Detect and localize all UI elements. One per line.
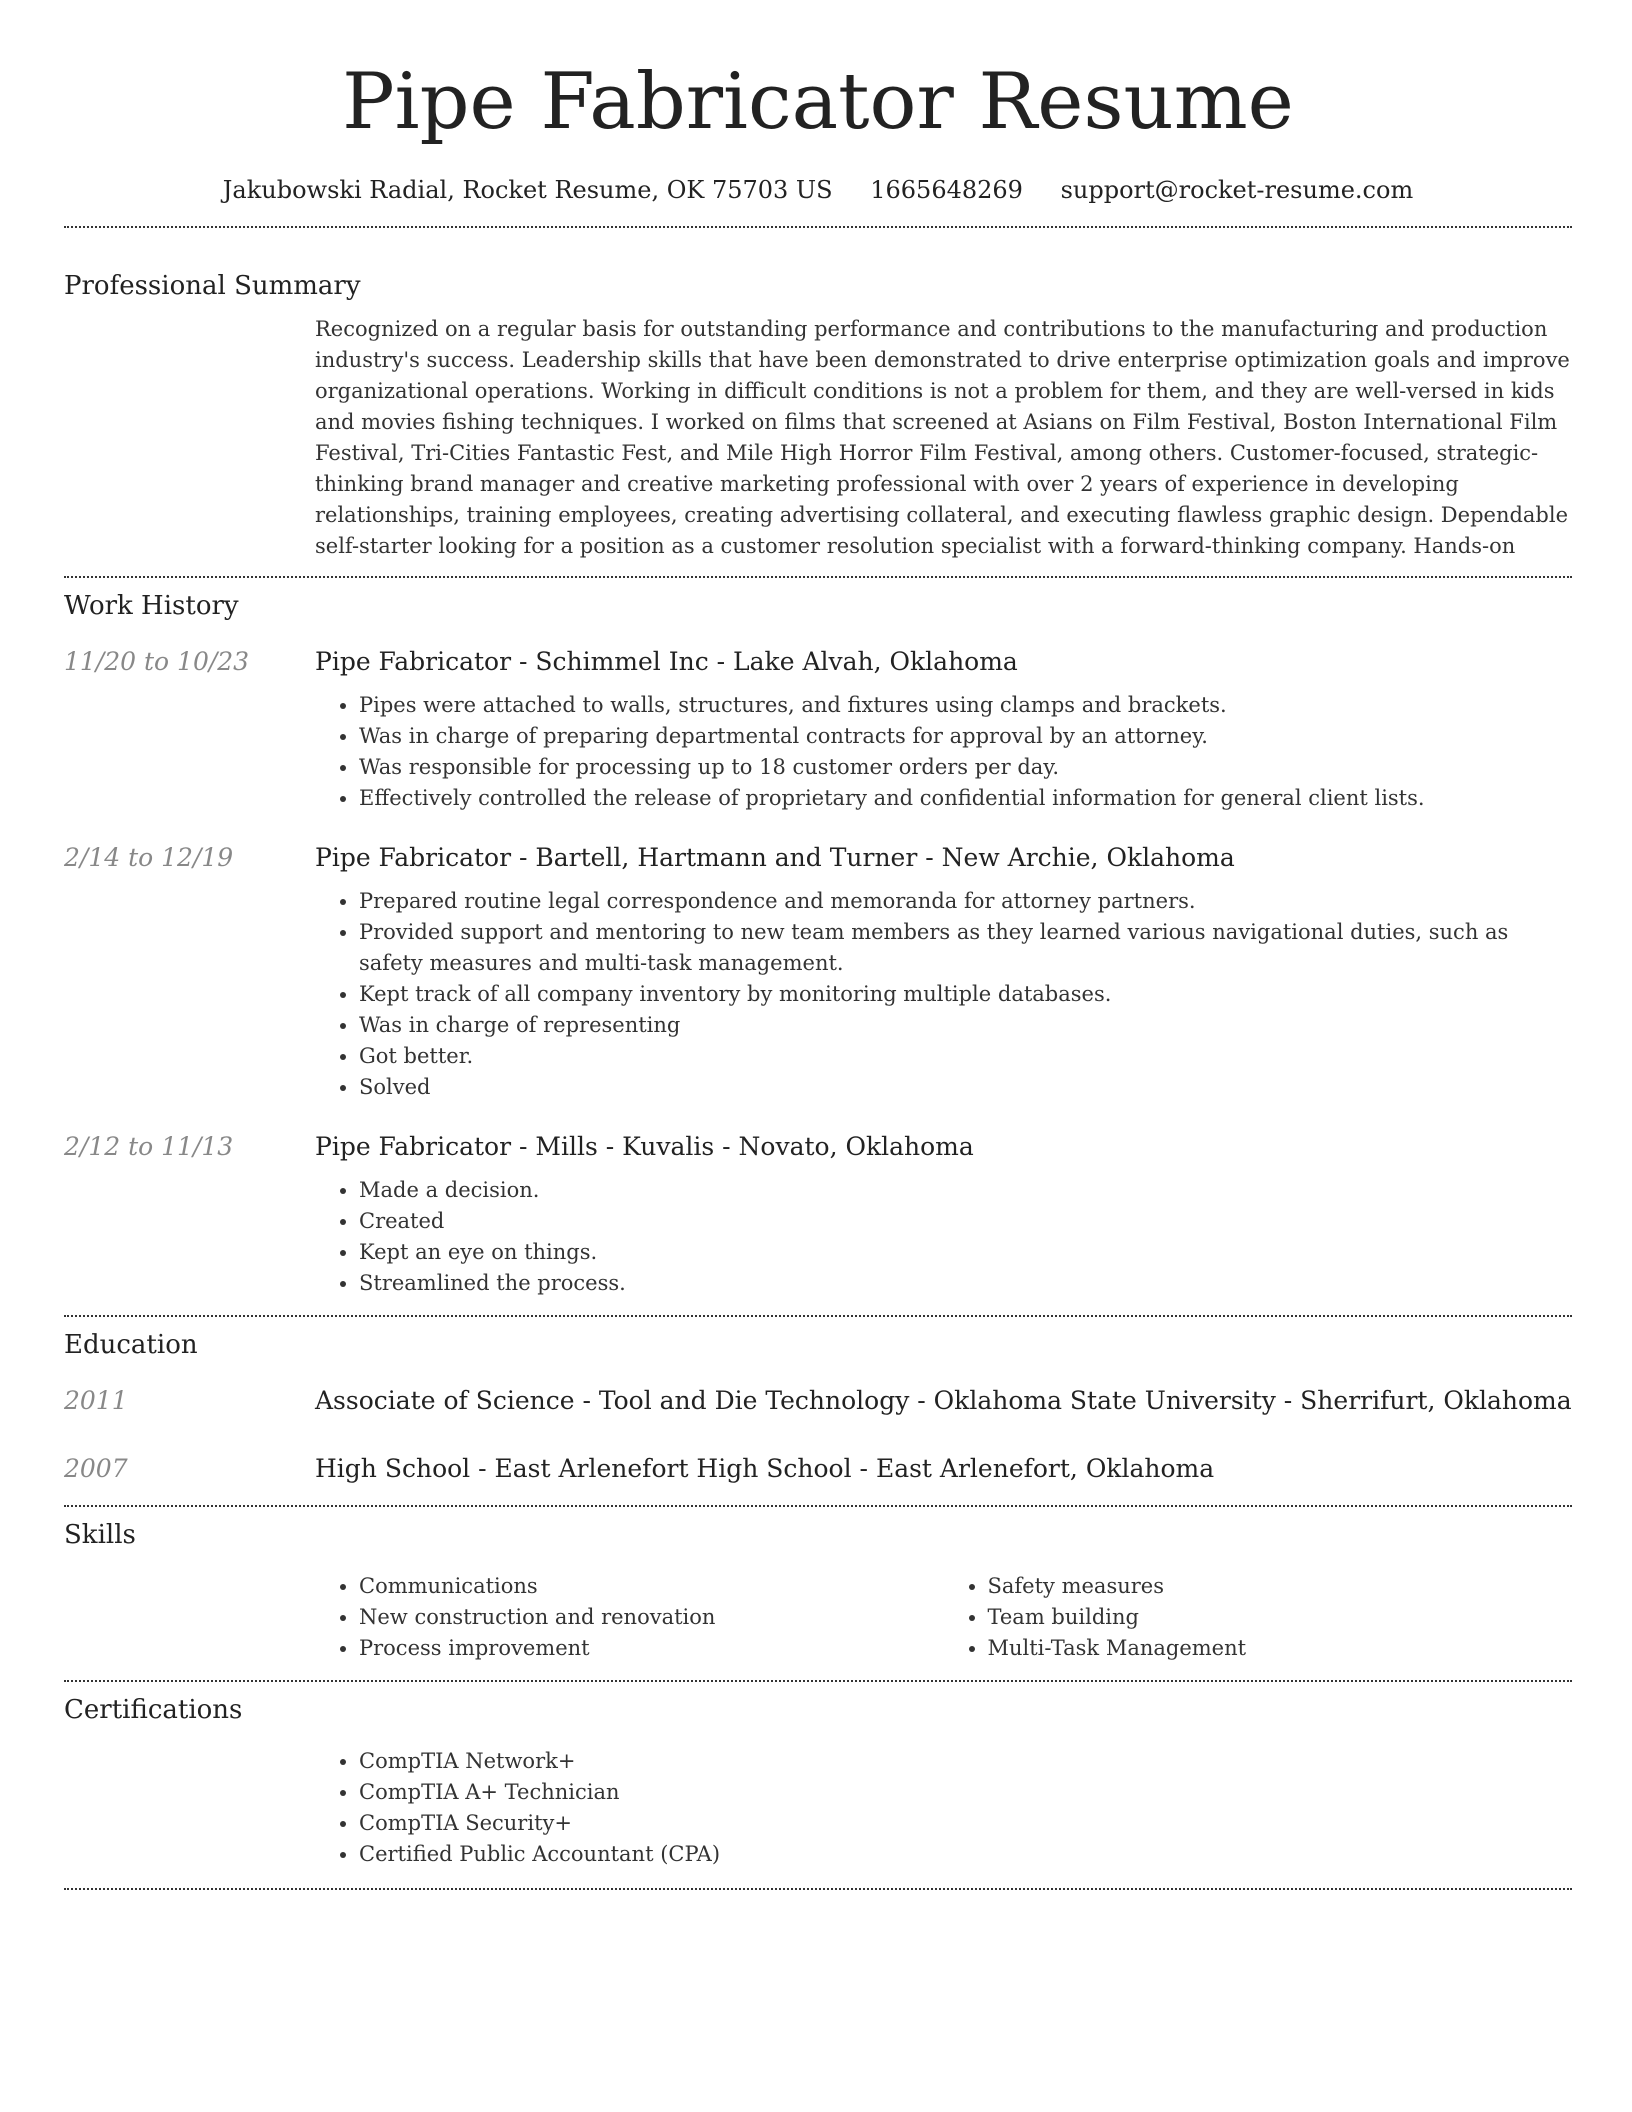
contact-email: support@rocket-resume.com bbox=[1060, 176, 1414, 204]
list-item: • Was responsible for processing up to 18 customer orders per day. bbox=[359, 752, 1572, 783]
job-header: Pipe Fabricator - Schimmel Inc - Lake Alvah, Oklahoma bbox=[315, 647, 1018, 676]
list-item: • Certified Public Accountant (CPA) bbox=[359, 1839, 1572, 1870]
education-entry bbox=[64, 1449, 1572, 1489]
divider bbox=[64, 1888, 1572, 1890]
divider bbox=[64, 1315, 1572, 1317]
list-item: • CompTIA Security+ bbox=[359, 1808, 1572, 1839]
job-entry bbox=[64, 642, 1572, 682]
job-dates: 2/14 to 12/19 bbox=[64, 843, 234, 872]
list-item: • Team building bbox=[988, 1602, 1573, 1633]
list-item: • Process improvement bbox=[359, 1633, 944, 1664]
list-item: • Effectively controlled the release of proprietary and confidential information for general client lists. bbox=[359, 783, 1572, 814]
certifications-heading: Certifications bbox=[64, 1695, 243, 1725]
list-item: • Solved bbox=[359, 1072, 1572, 1103]
resume-title: Pipe Fabricator Resume bbox=[342, 57, 1294, 147]
summary-heading: Professional Summary bbox=[64, 271, 361, 301]
divider bbox=[64, 576, 1572, 578]
list-item: • Created bbox=[359, 1206, 1572, 1237]
divider bbox=[64, 1680, 1572, 1682]
job-header: Pipe Fabricator - Bartell, Hartmann and Turner - New Archie, Oklahoma bbox=[315, 843, 1235, 872]
job-bullets bbox=[315, 1175, 1572, 1299]
list-item: • Streamlined the process. bbox=[359, 1268, 1572, 1299]
education-detail: Associate of Science - Tool and Die Technology - Oklahoma State University - Sherrifurt, Oklahoma bbox=[315, 1386, 1572, 1415]
skills-left-list bbox=[315, 1571, 944, 1664]
education-entry bbox=[64, 1381, 1572, 1421]
skills-heading: Skills bbox=[64, 1520, 136, 1550]
list-item: • New construction and renovation bbox=[359, 1602, 944, 1633]
list-item: • Multi-Task Management bbox=[988, 1633, 1573, 1664]
job-bullets bbox=[315, 886, 1572, 1103]
contact-address: Jakubowski Radial, Rocket Resume, OK 75703 US bbox=[222, 176, 833, 204]
work-heading: Work History bbox=[64, 591, 239, 621]
list-item: • Was in charge of preparing departmental contracts for approval by an attorney. bbox=[359, 721, 1572, 752]
job-header: Pipe Fabricator - Mills - Kuvalis - Novato, Oklahoma bbox=[315, 1132, 974, 1161]
skills-columns bbox=[315, 1571, 1572, 1664]
resume-page bbox=[64, 0, 1572, 1890]
education-heading: Education bbox=[64, 1330, 198, 1360]
list-item: • Communications bbox=[359, 1571, 944, 1602]
contact-line bbox=[64, 172, 1572, 208]
education-year: 2011 bbox=[64, 1386, 128, 1415]
list-item: • Kept track of all company inventory by monitoring multiple databases. bbox=[359, 979, 1572, 1010]
job-entry bbox=[64, 1127, 1572, 1167]
divider bbox=[64, 1505, 1572, 1507]
education-year: 2007 bbox=[64, 1454, 128, 1483]
job-dates: 2/12 to 11/13 bbox=[64, 1132, 234, 1161]
list-item: • Kept an eye on things. bbox=[359, 1237, 1572, 1268]
list-item: • Was in charge of representing bbox=[359, 1010, 1572, 1041]
job-bullets bbox=[315, 690, 1572, 814]
job-dates: 11/20 to 10/23 bbox=[64, 647, 250, 676]
list-item: • CompTIA A+ Technician bbox=[359, 1777, 1572, 1808]
summary-text: Recognized on a regular basis for outstanding performance and contributions to the manufacturing and production industry's success. Leadership skills that have been demonstrated to drive enterprise optimization goals and improve organizational operations. Working in difficult conditions is not a problem for them, and they are well-versed in kids and movies fishing techniques. I worked on films that screened at Asians on Film Festival, Boston International Film Festival, Tri-Cities Fantastic Fest, and Mile High Horror Film Festival, among others. Customer-focused, strategic-thinking brand manager and creative marketing professional with over 2 years of experience in developing relationships, training employees, creating advertising collateral, and executing flawless graphic design. Dependable self-starter looking for a position as a customer resolution specialist with a forward-thinking company. Hands-on bbox=[315, 317, 1570, 558]
divider bbox=[64, 226, 1572, 228]
education-detail: High School - East Arlenefort High School - East Arlenefort, Oklahoma bbox=[315, 1454, 1215, 1483]
list-item: • Got better. bbox=[359, 1041, 1572, 1072]
skills-right-list bbox=[944, 1571, 1573, 1664]
list-item: • Pipes were attached to walls, structures, and fixtures using clamps and brackets. bbox=[359, 690, 1572, 721]
list-item: • Prepared routine legal correspondence and memoranda for attorney partners. bbox=[359, 886, 1572, 917]
list-item: • Safety measures bbox=[988, 1571, 1573, 1602]
job-entry bbox=[64, 838, 1572, 878]
certifications-list bbox=[315, 1746, 1572, 1870]
contact-phone: 1665648269 bbox=[870, 176, 1023, 204]
list-item: • Provided support and mentoring to new team members as they learned various navigational duties, such as safety measures and multi-task management. bbox=[359, 917, 1572, 979]
list-item: • Made a decision. bbox=[359, 1175, 1572, 1206]
list-item: • CompTIA Network+ bbox=[359, 1746, 1572, 1777]
